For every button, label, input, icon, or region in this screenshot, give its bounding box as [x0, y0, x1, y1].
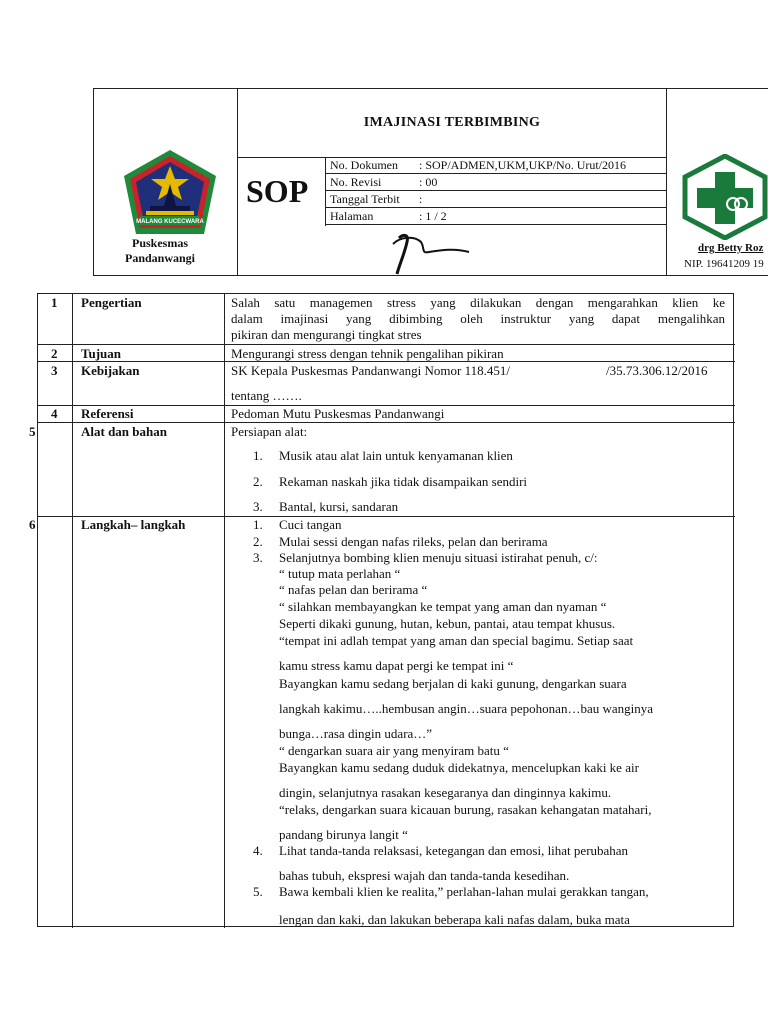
meta-row-document-number	[325, 157, 666, 174]
step-text: lengan dan kaki, dan lakukan beberapa kali nafas dalam, buka mata	[279, 912, 630, 927]
step-text: “relaks, dengarkan suara kicauan burung, rasakan kehangatan matahari,	[279, 802, 652, 817]
meta-row-revision	[325, 174, 666, 191]
row-line: tentang …….	[231, 388, 302, 403]
row-line: Pedoman Mutu Puskesmas Pandanwangi	[231, 406, 445, 421]
row-number: 1	[51, 295, 58, 310]
col-divider	[224, 294, 225, 928]
org-name	[105, 236, 215, 266]
step-text: Mulai sessi dengan nafas rileks, pelan dan berirama	[279, 534, 548, 549]
step-text: Bayangkan kamu sedang berjalan di kaki gunung, dengarkan suara	[279, 676, 627, 691]
row-intro: Persiapan alat:	[231, 424, 308, 439]
org-name-line-1: Puskesmas	[131, 236, 188, 250]
step-number: 5.	[253, 884, 263, 899]
step-text: Bayangkan kamu sedang duduk didekatnya, mencelupkan kaki ke air	[279, 760, 639, 775]
list-item: Bantal, kursi, sandaran	[279, 499, 399, 514]
row-line: /35.73.306.12/2016	[606, 363, 708, 378]
step-number: 2.	[253, 534, 263, 549]
meta-key: Halaman	[330, 209, 374, 223]
row-number: 5	[29, 424, 36, 439]
meta-value: : SOP/ADMEN,UKM,UKP/No. Urut/2016	[419, 158, 627, 172]
step-text: “tempat ini adlah tempat yang aman dan special bagimu. Setiap saat	[279, 633, 634, 648]
step-number: 3.	[253, 550, 263, 565]
step-text: kamu stress kamu dapat pergi ke tempat ini “	[279, 658, 514, 673]
row-label: Alat dan bahan	[81, 424, 167, 439]
meta-key: No. Revisi	[330, 175, 382, 189]
signer-nip: NIP. 19641209 19	[684, 258, 764, 270]
meta-key: No. Dokumen	[330, 158, 398, 172]
step-text: Bawa kembali klien ke realita,” perlahan-lahan mulai gerakkan tangan,	[279, 884, 649, 899]
row-label: Referensi	[81, 406, 134, 421]
list-item: Rekaman naskah jika tidak disampaikan sendiri	[279, 474, 528, 489]
signature	[337, 222, 487, 282]
step-text: bahas tubuh, ekspresi wajah dan tanda-tanda kesedihan.	[279, 868, 570, 883]
step-text: Cuci tangan	[279, 517, 342, 532]
step-text: “ dengarkan suara air yang menyiram batu “	[279, 743, 509, 758]
health-cross-logo	[679, 154, 768, 240]
signer-name: drg Betty Roz	[698, 242, 764, 254]
row-line: Salah satu managemen stress yang dilakukan dengan mengarahkan klien ke	[231, 295, 725, 310]
row-number: 4	[51, 406, 58, 421]
step-text: “ tutup mata perlahan “	[279, 566, 401, 581]
meta-row-issue-date	[325, 191, 666, 208]
row-line: Mengurangi stress dengan tehnik pengalihan pikiran	[231, 346, 504, 361]
step-text: Selanjutnya bombing klien menuju situasi istirahat penuh, c/:	[279, 550, 598, 565]
meta-value: : 00	[419, 175, 438, 189]
row-line: dalam imajinasi yang dibimbing oleh instruktur yang dapat mengalihkan	[231, 311, 725, 326]
list-number: 1.	[253, 448, 263, 463]
logo-text: MALANG KUCECWARA	[136, 219, 204, 225]
org-name-line-2: Pandanwangi	[124, 251, 196, 265]
puskesmas-logo	[120, 148, 220, 240]
row-number: 6	[29, 517, 36, 532]
row-label: Langkah– langkah	[81, 517, 186, 532]
step-text: “ nafas pelan dan berirama “	[279, 582, 428, 597]
document-title: IMAJINASI TERBIMBING	[363, 115, 541, 130]
step-number: 4.	[253, 843, 263, 858]
list-number: 2.	[253, 474, 263, 489]
row-number: 2	[51, 346, 58, 361]
row-divider	[38, 422, 735, 423]
row-label: Pengertian	[81, 295, 142, 310]
list-number: 3.	[253, 499, 263, 514]
step-text: dingin, selanjutnya rasakan kesegaranya dan dinginnya kakimu.	[279, 785, 612, 800]
list-item: Musik atau alat lain untuk kenyamanan klien	[279, 448, 513, 463]
step-text: pandang birunya langit “	[279, 827, 408, 842]
meta-key: Tanggal Terbit	[330, 192, 400, 206]
meta-value: : 1 / 2	[419, 209, 447, 223]
row-label: Tujuan	[81, 346, 121, 361]
step-number: 1.	[253, 517, 263, 532]
step-text: Seperti dikaki gunung, hutan, kebun, pantai, atau tempat khusus.	[279, 616, 616, 631]
step-text: bunga…rasa dingin udara…”	[279, 726, 433, 741]
meta-value: :	[419, 192, 423, 206]
col-divider	[72, 294, 73, 928]
step-text: Lihat tanda-tanda relaksasi, ketegangan dan emosi, lihat perubahan	[279, 843, 629, 858]
step-text: “ silahkan membayangkan ke tempat yang aman dan nyaman “	[279, 599, 607, 614]
step-text: langkah kakimu…..hembusan angin…suara pepohonan…bau wanginya	[279, 701, 654, 716]
sop-label: SOP	[246, 173, 309, 209]
row-line: SK Kepala Puskesmas Pandanwangi Nomor 118.451/	[231, 363, 510, 378]
row-number: 3	[51, 363, 58, 378]
row-divider	[38, 344, 735, 345]
row-label: Kebijakan	[81, 363, 140, 378]
row-line: pikiran dan mengurangi tingkat stres	[231, 327, 422, 342]
